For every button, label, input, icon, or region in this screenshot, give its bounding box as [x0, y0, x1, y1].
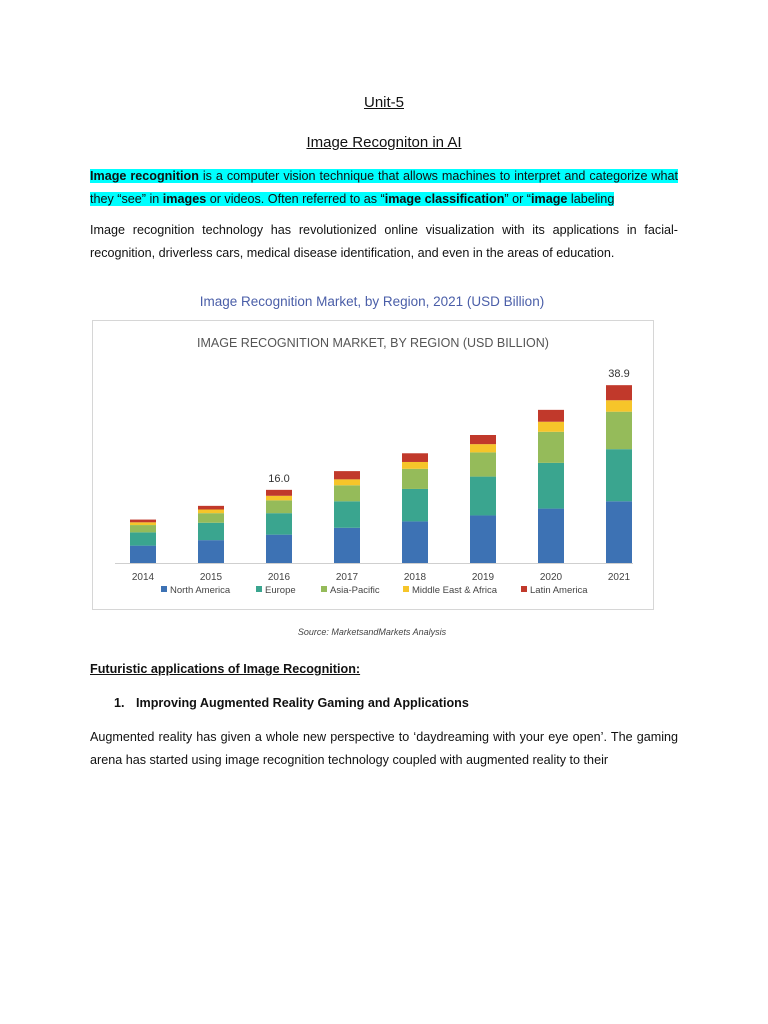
- term-images: images: [162, 192, 207, 206]
- bar-2020-asia-pacific: [538, 432, 564, 463]
- intro-text-2: or videos. Often referred to as “: [206, 192, 385, 206]
- list-item-text: Improving Augmented Reality Gaming and Applications: [136, 696, 469, 710]
- x-tick-label: 2019: [471, 572, 495, 583]
- bar-2015-latin-america: [198, 506, 224, 510]
- bar-2021-north-america: [606, 501, 632, 563]
- bar-2016-asia-pacific: [266, 500, 292, 513]
- bar-2016-middle-east-africa: [266, 496, 292, 501]
- augmented-reality-paragraph: Augmented reality has given a whole new perspective to ‘daydreaming with your eye open’. The gaming arena has started using image recognition technology coupled with augmented reality to their: [90, 730, 678, 767]
- legend-label-latin-america: Latin America: [530, 585, 588, 596]
- bar-2020-north-america: [538, 509, 564, 563]
- highlighted-intro-text: [90, 169, 678, 206]
- bar-2019-north-america: [470, 515, 496, 563]
- bar-2019-middle-east-africa: [470, 444, 496, 452]
- unit-title: Unit-5: [363, 94, 404, 111]
- bar-2015-north-america: [198, 540, 224, 563]
- chart-frame: [92, 320, 654, 610]
- bar-2016-north-america: [266, 535, 292, 563]
- bar-2017-latin-america: [334, 471, 360, 479]
- bar-2017-asia-pacific: [334, 485, 360, 501]
- bar-2017-north-america: [334, 528, 360, 563]
- legend-swatch-europe: [256, 586, 262, 592]
- list-item-number: 1.: [114, 696, 125, 710]
- bar-2014-middle-east-africa: [130, 522, 156, 525]
- legend-label-north-america: North America: [170, 585, 231, 596]
- bar-2016-europe: [266, 513, 292, 534]
- legend-label-asia-pacific: Asia-Pacific: [330, 585, 380, 596]
- x-tick-label: 2017: [335, 572, 359, 583]
- data-label-2016: 16.0: [268, 472, 290, 485]
- term-image: image: [531, 192, 568, 206]
- bar-2016-latin-america: [266, 490, 292, 496]
- intro-paragraph: [90, 165, 678, 211]
- figure-source: Source: MarketsandMarkets Analysis: [297, 627, 447, 637]
- x-tick-label: 2021: [607, 572, 631, 583]
- data-label-2021: 38.9: [608, 368, 630, 381]
- legend-label-middle-east-africa: Middle East & Africa: [412, 585, 498, 596]
- bar-2018-north-america: [402, 521, 428, 563]
- legend-swatch-north-america: [161, 586, 167, 592]
- term-image-recognition: Image recognition: [90, 169, 199, 183]
- bar-2017-middle-east-africa: [334, 479, 360, 485]
- bar-2018-asia-pacific: [402, 469, 428, 489]
- bar-2021-middle-east-africa: [606, 400, 632, 411]
- bar-2021-latin-america: [606, 385, 632, 400]
- bar-2019-europe: [470, 477, 496, 516]
- bar-2014-latin-america: [130, 520, 156, 523]
- bar-2014-north-america: [130, 546, 156, 563]
- legend-swatch-asia-pacific: [321, 586, 327, 592]
- bar-2014-asia-pacific: [130, 525, 156, 532]
- x-tick-label: 2015: [199, 572, 223, 583]
- bar-2015-asia-pacific: [198, 513, 224, 523]
- bar-2020-middle-east-africa: [538, 422, 564, 432]
- list-item: [114, 696, 469, 710]
- bar-2015-europe: [198, 523, 224, 540]
- technology-paragraph: Image recognition technology has revolutionized online visualization with its applications in facial-recognition, driverless cars, medical disease identification, and even in the areas of education.: [90, 223, 678, 260]
- section-heading: Futuristic applications of Image Recognition:: [90, 662, 361, 676]
- x-tick-label: 2016: [267, 572, 291, 583]
- bar-2018-europe: [402, 489, 428, 521]
- x-tick-label: 2018: [403, 572, 427, 583]
- intro-text-3: ” or “: [504, 192, 531, 206]
- figure-title: Image Recognition Market, by Region, 2021 (USD Billion): [199, 294, 545, 309]
- bar-2017-europe: [334, 501, 360, 528]
- bar-2018-middle-east-africa: [402, 462, 428, 469]
- bar-2019-asia-pacific: [470, 452, 496, 476]
- chart-title: IMAGE RECOGNITION MARKET, BY REGION (USD BILLION): [197, 336, 549, 350]
- bar-2015-middle-east-africa: [198, 510, 224, 514]
- bar-2021-asia-pacific: [606, 412, 632, 449]
- market-chart: [93, 321, 653, 609]
- document-title: Image Recogniton in AI: [306, 134, 462, 151]
- bar-2014-europe: [130, 532, 156, 545]
- bar-2020-latin-america: [538, 410, 564, 422]
- x-tick-label: 2020: [539, 572, 563, 583]
- intro-text-4: labeling: [567, 192, 615, 206]
- bar-2021-europe: [606, 449, 632, 501]
- bar-2020-europe: [538, 463, 564, 509]
- bar-2019-latin-america: [470, 435, 496, 444]
- term-image-classification: image classification: [384, 192, 505, 206]
- bar-2018-latin-america: [402, 453, 428, 462]
- legend-swatch-latin-america: [521, 586, 527, 592]
- legend-swatch-middle-east-africa: [403, 586, 409, 592]
- legend-label-europe: Europe: [265, 585, 296, 596]
- market-figure: [90, 288, 654, 648]
- x-tick-label: 2014: [131, 572, 155, 583]
- intro-text-1: is a computer vision technique that allows machines to interpret and categorize what they “see” in: [90, 169, 679, 206]
